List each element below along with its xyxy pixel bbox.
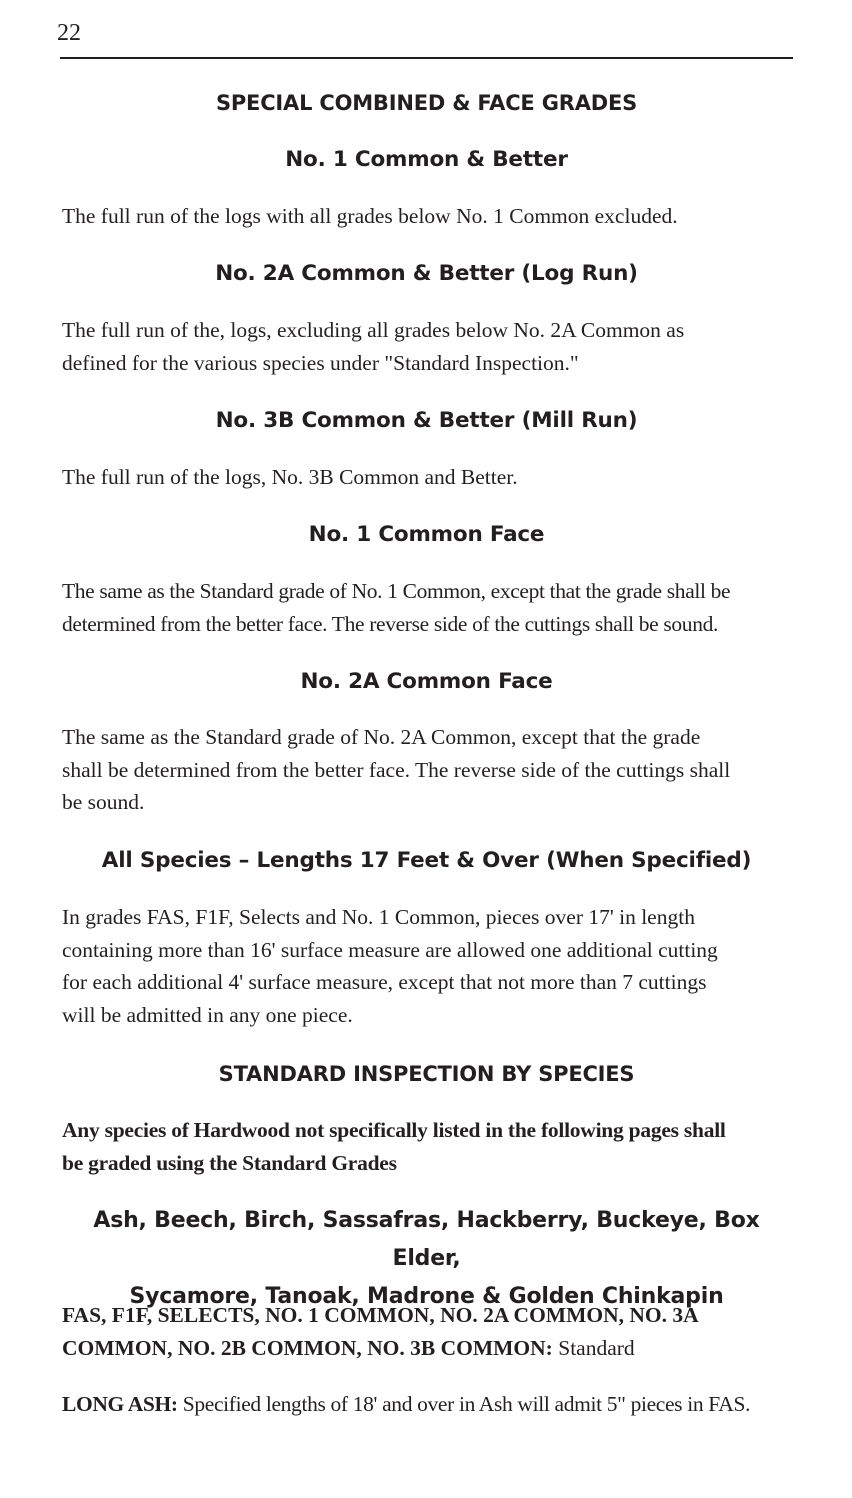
paragraph-no2a-common-better	[62, 314, 797, 379]
section-title-standard-inspection: STANDARD INSPECTION BY SPECIES	[218, 1062, 635, 1086]
paragraph-no1-common-better	[62, 200, 797, 233]
grades-label-line: FAS, F1F, SELECTS, NO. 1 COMMON, NO. 2A COMMON, NO. 3A	[62, 1303, 699, 1327]
paragraph-line: The same as the Standard grade of No. 2A Common, except that the grade	[62, 725, 701, 749]
paragraph-line: The full run of the, logs, excluding all grades below No. 2A Common as	[62, 318, 685, 342]
section-title-special-combined: SPECIAL COMBINED & FACE GRADES	[215, 91, 638, 115]
heading-no1-common-better: No. 1 Common & Better	[285, 147, 568, 172]
paragraph-line: determined from the better face. The reverse side of the cuttings shall be sound.	[62, 611, 719, 636]
paragraph-line: Any species of Hardwood not specifically listed in the following pages shall	[62, 1118, 726, 1142]
paragraph-line: shall be determined from the better face. The reverse side of the cuttings shall	[62, 757, 731, 782]
paragraph-line: The full run of the logs with all grades below No. 1 Common excluded.	[62, 204, 678, 228]
grades-label-line: COMMON, NO. 2B COMMON, NO. 3B COMMON:	[62, 1335, 553, 1360]
paragraph-no2a-common-face	[62, 721, 797, 819]
paragraph-no3b-common-better	[62, 461, 797, 494]
long-ash-label: LONG ASH:	[62, 1392, 178, 1416]
paragraph-line: The same as the Standard grade of No. 1 Common, except that the grade shall be	[62, 579, 731, 603]
long-ash-text: Specified lengths of 18' and over in Ash will admit 5" pieces in FAS.	[182, 1392, 751, 1416]
paragraph-line: will be admitted in any one piece.	[62, 1002, 353, 1027]
paragraph-line	[62, 1332, 797, 1365]
heading-no2a-common-better: No. 2A Common & Better (Log Run)	[215, 261, 638, 286]
paragraph-line: In grades FAS, F1F, Selects and No. 1 Common, pieces over 17' in length	[62, 905, 695, 929]
heading-all-species-lengths: All Species – Lengths 17 Feet & Over (When Specified)	[101, 848, 752, 873]
heading-no2a-common-face: No. 2A Common Face	[300, 669, 553, 694]
paragraph-line: The full run of the logs, No. 3B Common and Better.	[62, 465, 518, 489]
paragraph-no1-common-face	[62, 575, 797, 640]
paragraph-line: for each additional 4' surface measure, except that not more than 7 cuttings	[62, 970, 707, 994]
heading-line: Ash, Beech, Birch, Sassafras, Hackberry, Buckeye, Box Elder,	[93, 1208, 760, 1271]
paragraph-grades-standard	[62, 1299, 797, 1364]
heading-no3b-common-better: No. 3B Common & Better (Mill Run)	[215, 408, 638, 433]
heading-no1-common-face: No. 1 Common Face	[308, 522, 545, 547]
paragraph-line: defined for the various species under "Standard Inspection."	[62, 350, 579, 375]
paragraph-all-species-lengths	[62, 901, 797, 1031]
page-number: 22	[57, 20, 81, 46]
paragraph-standard-inspection-note	[62, 1114, 797, 1179]
header-rule	[60, 57, 793, 59]
paragraph-long-ash	[62, 1388, 797, 1421]
grades-value: Standard	[558, 1335, 635, 1360]
paragraph-line: be graded using the Standard Grades	[62, 1150, 397, 1175]
paragraph-line: be sound.	[62, 790, 145, 814]
heading-line: Sycamore, Tanoak, Madrone & Golden Chinkapin	[129, 1284, 724, 1309]
paragraph-line: containing more than 16' surface measure are allowed one additional cutting	[62, 937, 718, 962]
